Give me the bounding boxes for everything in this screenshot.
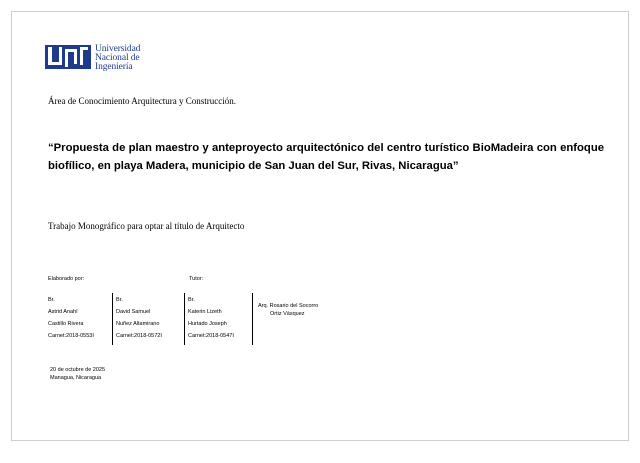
document-page [11,11,629,441]
university-name-line-2: Nacional de [95,53,140,63]
author-2-surname: Nuñez Altamirano [116,321,160,327]
document-title: “Propuesta de plan maestro y anteproyecto arquitectónico del centro turístico BioMadeira con enfoque biofílico, en playa Madera, municipio de San Juan del Sur, Rivas, Nicaragua” [48,142,604,172]
author-3-carnet: Carnet:2018-0547I [188,333,234,339]
authors-label: Elaborado por: [48,276,85,282]
tutor-surname: Ortiz Vásquez [270,311,305,317]
university-name-line-3: Ingeniería [95,62,133,72]
author-2-carnet: Carnet:2018-0572I [116,333,162,339]
tutor-name: Arq. Rosario del Socorro [258,303,319,309]
knowledge-area: Área de Conocimiento Arquitectura y Construcción. [48,96,236,106]
author-1-prefix: Br. [48,297,55,303]
author-2-prefix: Br. [116,297,123,303]
column-divider [112,293,113,345]
column-divider [184,293,185,345]
university-name [95,45,140,72]
uni-logo-icon [45,45,91,69]
university-name-line-1: Universidad [95,44,141,54]
column-divider [252,293,253,345]
author-1-carnet: Carnet:2018-0553I [48,333,94,339]
place: Managua, Nicaragua [50,375,102,381]
date: 20 de octubre de 2025 [50,367,106,373]
tutor-label: Tutor: [189,276,204,282]
author-3-surname: Hurtado Joseph [188,321,227,327]
author-3-name: Katerin Lizeth [188,309,222,315]
author-1-surname: Castillo Rivera [48,321,84,327]
document-subtitle: Trabajo Monográfico para optar al título de Arquitecto [48,221,245,231]
author-2-name: David Samuel [116,309,151,315]
author-1-name: Astrid Anahí [48,309,78,315]
university-logo [45,45,140,72]
author-3-prefix: Br. [188,297,195,303]
